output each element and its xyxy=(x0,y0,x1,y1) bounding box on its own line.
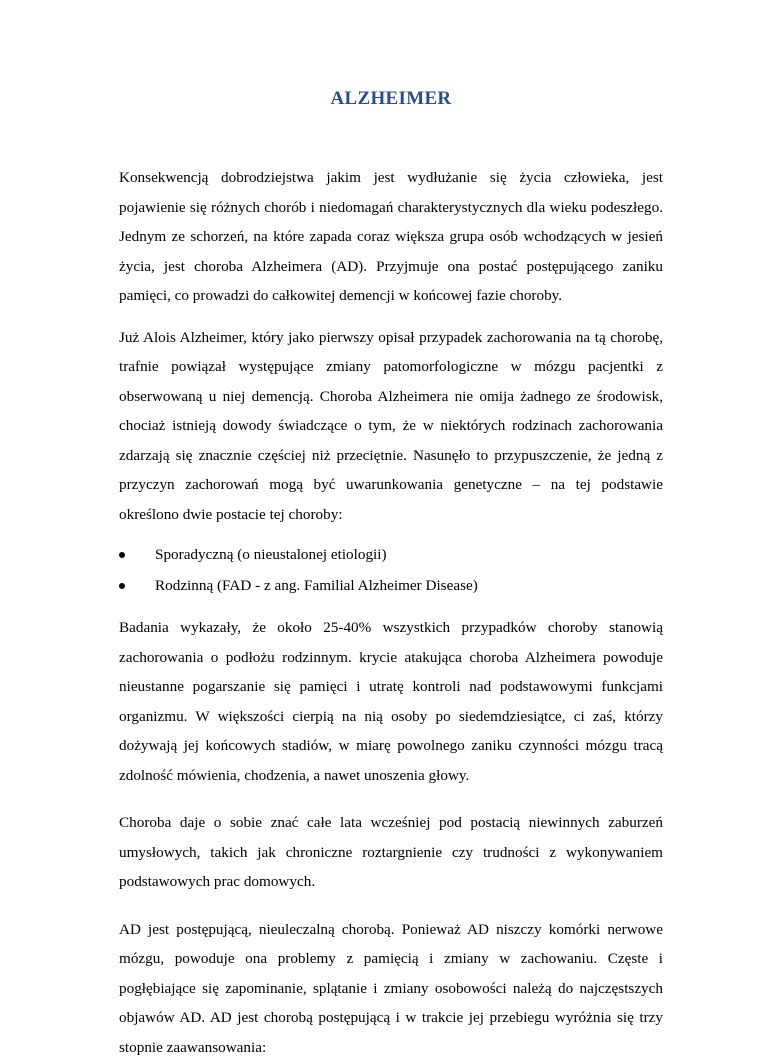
document-title: ALZHEIMER xyxy=(119,0,663,111)
bullet-icon xyxy=(119,552,125,558)
paragraph-intro: Konsekwencją dobrodziejstwa jakim jest wydłużanie się życia człowieka, jest pojawienie się różnych chorób i niedomagań charakterystycznych dla wieku podeszłego. Jednym ze schorzeń, na które zapada coraz większa grupa osób wchodzących w jesień życia, jest choroba Alzheimera (AD). Przyjmuje ona postać postępującego zaniku pamięci, co prowadzi do całkowitej demencji w końcowej fazie choroby. xyxy=(119,163,663,311)
paragraph-research: Badania wykazały, że około 25-40% wszystkich przypadków choroby stanowią zachorowania o podłożu rodzinnym. krycie atakująca choroba Alzheimera powoduje nieustanne pogarszanie się pamięci i utratę kontroli nad podstawowymi funkcjami organizmu. W większości cierpią na nią osoby po siedemdziesiątce, ci zaś, którzy dożywają jej końcowych stadiów, w miarę powolnego zaniku czynności mózgu tracą zdolność mówienia, chodzenia, a nawet unoszenia głowy. xyxy=(119,613,663,790)
bullet-icon xyxy=(119,583,125,589)
forms-list xyxy=(119,539,663,601)
paragraph-history: Już Alois Alzheimer, który jako pierwszy opisał przypadek zachorowania na tą chorobę, trafnie powiązał występujące zmiany patomorfologiczne w mózgu pacjentki z obserwowaną u niej demencją. Choroba Alzheimera nie omija żadnego ze środowisk, chociaż istnieją dowody świadczące o tym, że w niektórych rodzinach zachorowania zdarzają się znacznie częściej niż przeciętnie. Nasunęło to przypuszczenie, że jedną z przyczyn zachorowań mogą być uwarunkowania genetyczne – na tej podstawie określono dwie postacie tej choroby: xyxy=(119,323,663,530)
list-item xyxy=(119,539,663,570)
list-item-label: Sporadyczną (o nieustalonej etiologii) xyxy=(155,546,387,563)
paragraph-progression: AD jest postępującą, nieuleczalną chorobą. Ponieważ AD niszczy komórki nerwowe mózgu, powoduje ona problemy z pamięcią i zmiany w zachowaniu. Częste i pogłębiające się zapominanie, splątanie i zmiany osobowości należą do najczęstszych objawów AD. AD jest chorobą postępującą i w trakcie jej przebiegu wyróżnia się trzy stopnie zaawansowania: xyxy=(119,915,663,1062)
list-item-label: Rodzinną (FAD - z ang. Familial Alzheimer Disease) xyxy=(155,577,478,594)
document-body xyxy=(119,163,663,1062)
paragraph-symptoms: Choroba daje o sobie znać całe lata wcześniej pod postacią niewinnych zaburzeń umysłowych, takich jak chroniczne roztargnienie czy trudności z wykonywaniem podstawowych prac domowych. xyxy=(119,808,663,897)
list-item xyxy=(119,570,663,601)
